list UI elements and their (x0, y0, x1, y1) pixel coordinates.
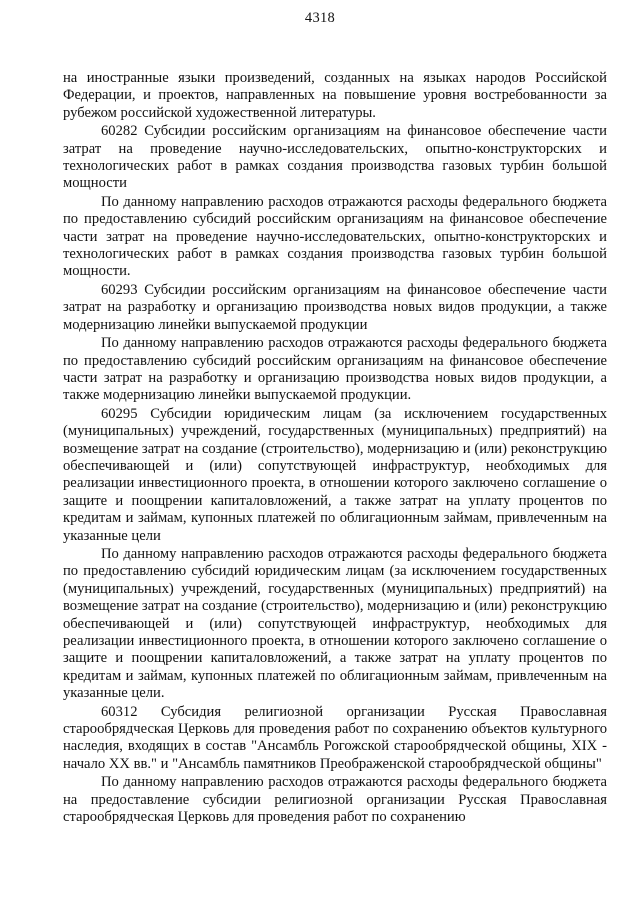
paragraph-60282-description: По данному направлению расходов отражаются расходы федерального бюджета по предоставлению субсидий российским организациям на финансовое обеспечение части затрат на проведение научно-исследовательских, опытно-конструкторских и технологических работ в рамках создания производства газовых турбин большой мощности. (63, 193, 607, 280)
paragraph-continuation: на иностранные языки произведений, созданных на языках народов Российской Федерации, и проектов, направленных на повышение уровня востребованности за рубежом российской художественной литературы. (63, 70, 607, 121)
page-number: 4318 (304, 10, 336, 26)
paragraph-60293-description: По данному направлению расходов отражаются расходы федерального бюджета по предоставлению субсидий российским организациям на финансовое обеспечение части затрат на разработку и организацию производства новых видов продукции, а также модернизацию линейки выпускаемой продукции. (63, 335, 607, 404)
paragraph-60282-heading: 60282 Субсидии российским организациям на финансовое обеспечение части затрат на проведение научно-исследовательских, опытно-конструкторских и технологических работ в рамках создания производства газовых турбин большой мощности (63, 123, 607, 192)
paragraph-60295-heading: 60295 Субсидии юридическим лицам (за исключением государственных (муниципальных) учреждений, государственных (муниципальных) предприятий) на возмещение затрат на создание (строительство), модернизацию и (или) реконструкцию обеспечивающей и (или) сопутствующей инфраструктур, необходимых для реализации инвестиционного проекта, в отношении которого заключено соглашение о защите и поощрении капиталовложений, а также затрат на уплату процентов по кредитам и займам, купонных платежей по облигационным займам, привлеченным на указанные цели (63, 405, 607, 544)
paragraph-60293-heading: 60293 Субсидии российским организациям на финансовое обеспечение части затрат на разработку и организацию производства новых видов продукции, а также модернизацию линейки выпускаемой продукции (63, 281, 607, 333)
paragraph-60312-heading: 60312 Субсидия религиозной организации Русская Православная старообрядческая Церковь для проведения работ по сохранению объектов культурного наследия, входящих в состав "Ансамбль Рогожской старообрядческой общины, XIX - начало XX вв." и "Ансамбль памятников Преображенской старообрядческой общины" (63, 703, 607, 772)
document-body (63, 70, 607, 827)
paragraph-60312-description: По данному направлению расходов отражаются расходы федерального бюджета на предоставление субсидии религиозной организации Русская Православная старообрядческая Церковь для проведения работ по сохранению (63, 774, 607, 826)
paragraph-60295-description: По данному направлению расходов отражаются расходы федерального бюджета по предоставлению субсидий юридическим лицам (за исключением государственных (муниципальных) учреждений, государственных (муниципальных) предприятий) на возмещение затрат на создание (строительство), модернизацию и (или) реконструкцию обеспечивающей и (или) сопутствующей инфраструктур, необходимых для реализации инвестиционного проекта, в отношении которого заключено соглашение о защите и поощрении капиталовложений, а также затрат на уплату процентов по кредитам и займам, купонных платежей по облигационным займам, привлеченным на указанные цели. (63, 545, 607, 702)
